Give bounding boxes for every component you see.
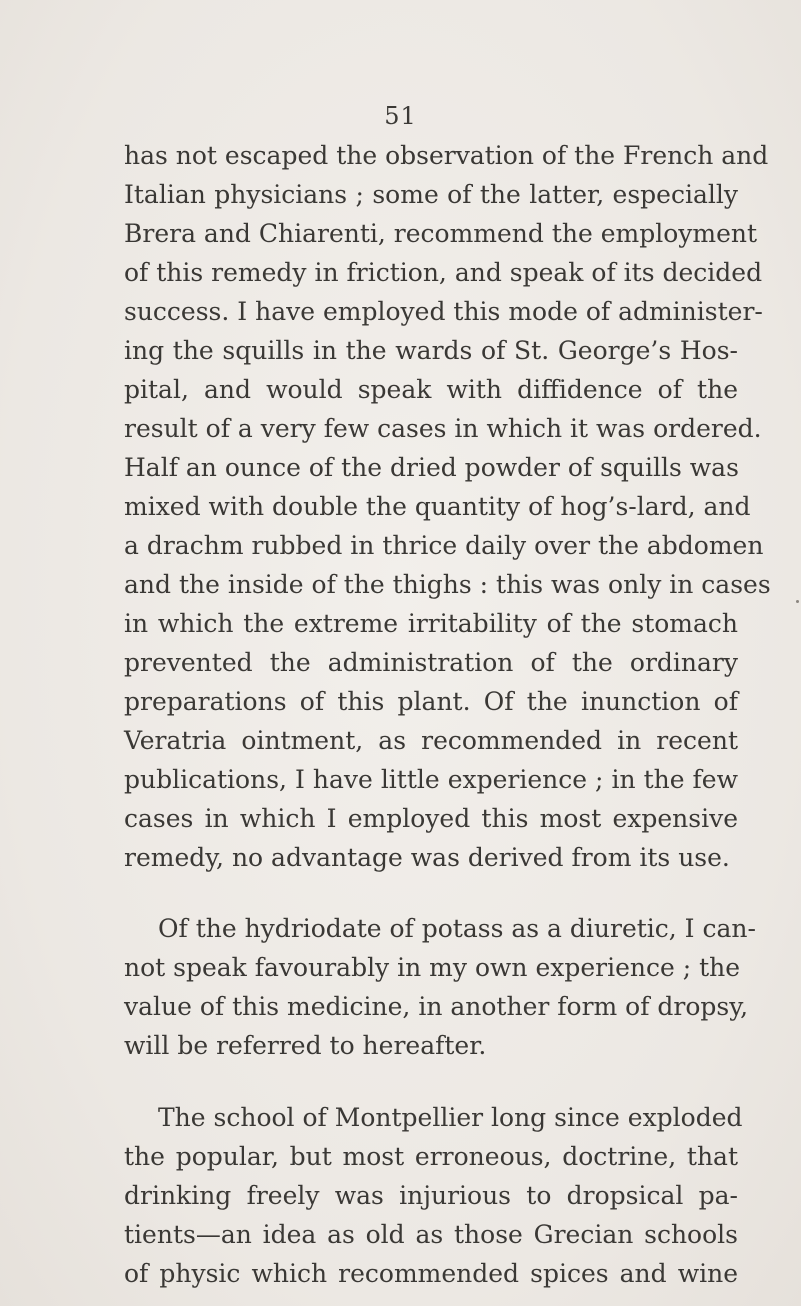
text-line: Veratria ointment, as recommended in recent — [124, 726, 738, 755]
text-line: has not escaped the observation of the French and — [124, 141, 769, 170]
text-line: Half an ounce of the dried powder of squills was — [124, 453, 739, 482]
text-line: value of this medicine, in another form of dropsy, — [124, 992, 749, 1021]
text-line: a drachm rubbed in thrice daily over the abdomen — [124, 531, 764, 560]
text-line: the popular, but most erroneous, doctrine, that — [124, 1142, 738, 1171]
text-line: success. I have employed this mode of administer- — [124, 297, 763, 326]
text-line: The school of Montpellier long since exploded — [158, 1103, 743, 1132]
text-line: of physic which recommended spices and wine — [124, 1259, 738, 1288]
text-line: not speak favourably in my own experience ; the — [124, 953, 741, 982]
text-line: preparations of this plant. Of the inunction of — [124, 687, 738, 716]
text-line: will be referred to hereafter. — [124, 1031, 487, 1060]
text-line: Italian physicians ; some of the latter, especially — [124, 180, 738, 209]
page-number: 51 — [384, 102, 417, 130]
text-line: cases in which I employed this most expensive — [124, 804, 738, 833]
text-line: and the inside of the thighs : this was only in cases — [124, 570, 771, 599]
text-line: pital, and would speak with diffidence of the — [124, 375, 738, 404]
paper-speck — [796, 600, 799, 603]
text-line: mixed with double the quantity of hog’s-lard, and — [124, 492, 751, 521]
text-line: Brera and Chiarenti, recommend the employment — [124, 219, 758, 248]
text-line: Of the hydriodate of potass as a diuretic, I can- — [158, 914, 756, 943]
text-line: of this remedy in friction, and speak of its decided — [124, 258, 763, 287]
text-line: tients—an idea as old as those Grecian schools — [124, 1220, 738, 1249]
text-line: remedy, no advantage was derived from its use. — [124, 843, 730, 872]
text-line: in which the extreme irritability of the stomach — [124, 609, 738, 638]
text-line: result of a very few cases in which it was ordered. — [124, 414, 762, 443]
text-line: drinking freely was injurious to dropsical pa- — [124, 1181, 738, 1210]
text-line: prevented the administration of the ordinary — [124, 648, 738, 677]
text-line: publications, I have little experience ; in the few — [124, 765, 738, 794]
text-line: ing the squills in the wards of St. George’s Hos- — [124, 336, 738, 365]
